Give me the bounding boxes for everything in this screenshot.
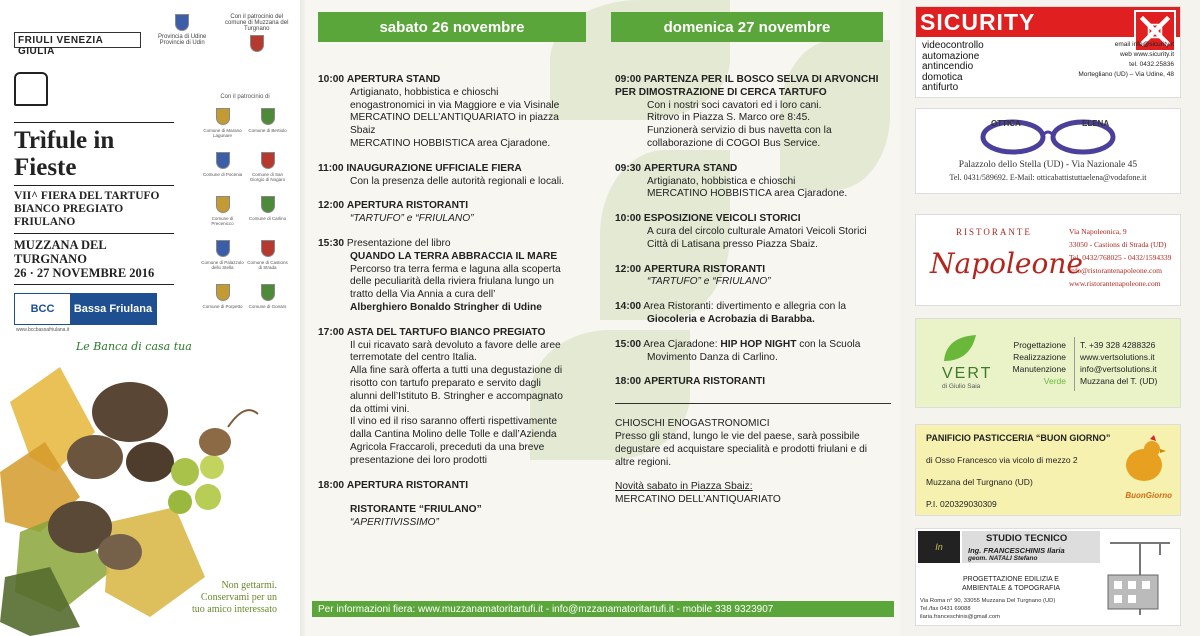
event-line: MERCATINO HOBBISTICA area Cjaradone. <box>647 188 848 200</box>
comune-shield-icon <box>250 35 264 52</box>
sicurity-contact: web www.sicurity.it <box>1119 51 1174 58</box>
patron-name: Comune di Castions di Strada <box>247 260 288 270</box>
vert-service: Verde <box>1043 376 1066 386</box>
patron-item <box>200 196 245 226</box>
ottica-name2: ELENA <box>1082 119 1110 128</box>
patron-shield-icon <box>261 108 275 125</box>
event-bold: Alberghiero Bonaldo Stringher di Udine <box>350 301 542 313</box>
ad-studio <box>915 528 1181 626</box>
event-item <box>318 480 600 530</box>
comune-logo <box>223 14 290 64</box>
kiosk-line: Presso gli stand, lungo le vie del paese, sarà possibile <box>615 430 860 442</box>
event-body <box>615 352 891 365</box>
event-header <box>318 200 600 213</box>
event-line: Sbaiz <box>350 125 376 137</box>
event-body <box>318 176 600 189</box>
patron-name: Comune di Carlino <box>248 216 287 221</box>
napoleone-line: Via Napoleonica, 9 <box>1069 227 1127 236</box>
event-header <box>318 238 600 251</box>
studio-name2: geom. NATALI Stefano <box>968 555 1038 562</box>
sicurity-contacts <box>1078 40 1174 80</box>
provincia-label: Provincia di Udine Provincie di Udin <box>158 34 207 46</box>
event-line: Artigianato, hobbistica e chioschi <box>647 175 796 187</box>
event-body <box>318 87 600 151</box>
patron-shield-icon <box>261 152 275 169</box>
event-time: 09:30 <box>615 162 642 174</box>
sicurity-service: automazione <box>922 50 980 62</box>
patron-shield-icon <box>216 284 230 301</box>
patron-grid <box>200 108 290 309</box>
bcc-logo <box>14 293 157 325</box>
sicurity-name: SICURITY <box>916 7 1180 37</box>
event-header <box>318 327 600 340</box>
patron-item <box>245 196 290 226</box>
dates: 26 · 27 NOVEMBRE 2016 <box>14 266 155 280</box>
event-time: 14:00 <box>615 301 642 313</box>
vert-sub: di Giulio Saia <box>942 383 981 390</box>
event-header <box>615 163 891 176</box>
event-item <box>615 74 891 151</box>
studio-addr3: ilaria.franceschinis@gmail.com <box>920 614 1000 620</box>
patron-shield-icon <box>261 284 275 301</box>
event-line: Artigianato, hobbistica e chioschi <box>350 86 499 98</box>
event-header <box>318 74 600 87</box>
patron-name: Comune di San Giorgio di Nogaro <box>249 172 286 182</box>
event-line: Agricola Fraccaroli, preceduti da una breve <box>350 441 545 453</box>
event-title: APERTURA RISTORANTI <box>643 376 766 388</box>
vert-services <box>1006 339 1066 387</box>
event-item <box>615 301 891 327</box>
event-time: 11:00 <box>318 162 344 174</box>
event-item <box>318 238 600 315</box>
patron-shield-icon <box>261 240 275 257</box>
comune-note: Con il patrocinio del comune di Muzzana del Turgnano <box>225 14 289 32</box>
subtitle: VII^ FIERA DEL TARTUFO BIANCO PREGIATO FRIULANO <box>14 190 160 228</box>
sicurity-service: domotica <box>922 71 963 83</box>
fiera-logo-icon <box>14 72 48 106</box>
event-title: Presentazione del libro <box>346 237 451 249</box>
bcc-mark: BCC <box>15 294 70 324</box>
patron-name: Comune di Marano Lagunare <box>203 128 242 138</box>
event-body <box>615 276 891 289</box>
patron-shield-icon <box>216 152 230 169</box>
patron-item <box>245 108 290 138</box>
patronage-label: Con il patrocinio di <box>220 94 270 100</box>
studio-sub1: PROGETTAZIONE EDILIZIA E <box>963 576 1059 583</box>
event-line: Il cui ricavato sarà devoluto a favore delle aree <box>350 339 561 351</box>
event-title: APERTURA RISTORANTI <box>346 200 469 212</box>
event-time: 12:00 <box>318 200 345 212</box>
kiosk-title: CHIOSCHI ENOGASTRONOMICI <box>615 418 770 430</box>
event-line: Con i nostri soci cavatori ed i loro cani. <box>647 99 822 111</box>
event-header <box>615 74 891 100</box>
event-item <box>318 74 600 151</box>
panificio-line1: di Osso Francesco via vicolo di mezzo 2 <box>926 455 1078 465</box>
event-line: MERCATINO HOBBISTICA area Cjaradone. <box>350 137 551 149</box>
event-header <box>615 213 891 226</box>
panificio-title: PANIFICIO PASTICCERIA “BUON GIORNO” <box>926 433 1111 443</box>
patron-item <box>245 284 290 309</box>
panificio-logo: BuonGiorno <box>1125 491 1172 500</box>
ad-napoleone <box>915 214 1181 306</box>
patron-name: Comune di Bertiolo <box>248 128 287 133</box>
event-line: dalla Cantina Molino delle Tolle e dall’Azienda <box>350 429 557 441</box>
ottica-address: Palazzolo dello Stella (UD) - Via Nazionale 45 <box>958 160 1138 170</box>
event-italic: “TARTUFO” e “FRIULANO” <box>350 213 474 225</box>
event-item <box>615 264 891 290</box>
studio-addr1: Via Roma n° 90, 33055 Muzzana Del Turgnano (UD) <box>920 598 1056 604</box>
saturday-header: sabato 26 novembre <box>318 12 586 42</box>
event-title: PARTENZA PER IL BOSCO SELVA DI ARVONCHI PER DIMOSTRAZIONE DI CERCA TARTUFO <box>615 74 879 98</box>
kiosk-line: altre regioni. <box>615 456 672 468</box>
napoleone-line: Tel. 0432/768025 - 0432/1594339 <box>1069 253 1172 262</box>
event-line: risotto con tartufo preparato e servito dagli <box>350 377 541 389</box>
napoleone-line: www.ristorantenapoleone.com <box>1069 279 1161 288</box>
event-italic: “TARTUFO” e “FRIULANO” <box>647 276 771 288</box>
event-title: INAUGURAZIONE UFFICIALE FIERA <box>346 162 522 174</box>
vert-service: Progettazione <box>1013 340 1066 350</box>
vert-contact: www.vertsolutions.it <box>1080 352 1155 362</box>
sicurity-service: antincendio <box>922 61 974 72</box>
event-title: ESPOSIZIONE VEICOLI STORICI <box>643 213 801 225</box>
event-item <box>615 163 891 201</box>
event-text: con la Scuola <box>796 338 861 350</box>
event-body <box>318 492 600 530</box>
event-item <box>615 213 891 251</box>
event-header <box>615 376 891 389</box>
panificio-line2: Muzzana del Turgnano (UD) <box>926 477 1033 487</box>
ottica-contact: Tel. 0431/589692. E-Mail: otticabattistuttaelena@vodafone.it <box>949 173 1147 182</box>
patron-name: Comune di Precenicco <box>211 216 234 226</box>
vert-contact: info@vertsolutions.it <box>1080 364 1157 374</box>
sicurity-service: antifurto <box>922 82 959 93</box>
patron-item <box>200 152 245 182</box>
ad-panificio <box>915 424 1181 516</box>
patron-item <box>200 108 245 138</box>
patron-item <box>245 152 290 182</box>
cover-panel <box>0 0 300 636</box>
event-item <box>318 327 600 468</box>
vert-contact: Muzzana del T. (UD) <box>1080 376 1158 386</box>
event-line: collaborazione di COGOI Bus Service. <box>647 137 821 149</box>
event-title: APERTURA RISTORANTI <box>643 263 766 275</box>
event-time: 10:00 <box>615 213 642 225</box>
event-time: 15:00 <box>615 338 642 350</box>
panificio-line3: P.I. 020329030309 <box>926 499 997 509</box>
event-line: Movimento Danza di Carlino. <box>647 351 778 363</box>
event-line: delle peculiarità della riviera friulana lungo un <box>350 276 554 288</box>
place: MUZZANA DEL TURGNANO <box>14 238 107 266</box>
event-line: tratto della Via Annia a cura dell’ <box>350 289 496 301</box>
keep-note: Non gettarmi. Conservami per un tuo amico interessato <box>192 580 277 615</box>
novita-text: MERCATINO DELL’ANTIQUARIATO <box>615 494 781 506</box>
event-time: 18:00 <box>615 376 642 388</box>
event-line: enogastronomici in via Maggiore e via Visinale <box>350 99 560 111</box>
napoleone-line: info@ristorantenapoleone.com <box>1069 266 1162 275</box>
saturday-program <box>318 74 600 542</box>
event-line: da ottimi vini. <box>350 403 410 415</box>
patron-name: Comune di Gonars <box>248 304 287 309</box>
event-time: 10:00 <box>318 74 345 85</box>
event-header <box>615 339 891 352</box>
info-bar: Per informazioni fiera: www.muzzanamatoritartufi.it - info@mzzanamatoritartufi.it - mobile 338 9323907 <box>312 601 894 617</box>
fvg-logo: FRIULI VENEZIA GIULIA <box>14 32 141 48</box>
event-item <box>318 163 600 189</box>
event-body <box>318 251 600 315</box>
sicurity-service: videocontrollo <box>922 40 984 51</box>
event-text: Area Cjaradone: <box>643 338 721 350</box>
event-time: 17:00 <box>318 326 345 338</box>
bcc-slogan: Le Banca di casa tua <box>76 340 192 353</box>
novita-label: Novità sabato in Piazza Sbaiz: <box>615 481 753 493</box>
event-header <box>615 264 891 277</box>
event-line: Con la presenza delle autorità regionali e locali. <box>350 175 565 187</box>
event-item <box>615 339 891 365</box>
event-body <box>318 340 600 468</box>
event-header <box>615 301 891 314</box>
event-line: A cura del circolo culturale Amatori Veicoli Storici <box>647 225 867 237</box>
event-time: 15:30 <box>318 237 345 249</box>
patron-shield-icon <box>216 108 230 125</box>
event-italic: “APERITIVISSIMO” <box>350 517 439 529</box>
event-line: Alla fine sarà offerta a tutti una degustazione di <box>350 365 563 377</box>
vert-contacts <box>1080 339 1157 387</box>
provincia-shield-icon <box>175 14 189 31</box>
studio-name1: Ing. FRANCESCHINIS Ilaria <box>968 546 1065 555</box>
event-body <box>615 176 891 202</box>
patron-shield-icon <box>216 240 230 257</box>
patron-name: Comune di Pocenia <box>202 172 243 177</box>
event-title: APERTURA STAND <box>643 162 738 174</box>
leaf-icon <box>940 331 980 365</box>
sicurity-contact: email info@sicurity.it <box>1114 41 1174 48</box>
event-time: 09:00 <box>615 74 642 85</box>
event-bold-inline: HIP HOP NIGHT <box>720 338 797 350</box>
patron-item <box>200 284 245 309</box>
page-title: Trìfule in Fieste <box>14 127 115 181</box>
vert-contact: T. +39 328 4288326 <box>1080 340 1156 350</box>
event-body <box>615 226 891 252</box>
provincia-logo <box>149 14 216 64</box>
event-item <box>615 376 891 389</box>
patronage <box>200 94 290 309</box>
studio-sub2: AMBIENTALE & TOPOGRAFIA <box>961 585 1061 592</box>
event-time: 12:00 <box>615 263 642 275</box>
studio-title: STUDIO TECNICO <box>986 533 1068 544</box>
napoleone-contacts <box>1069 227 1171 292</box>
event-text: Area Ristoranti: divertimento e allegria con la <box>643 301 847 313</box>
event-line: Ritrovo in Piazza S. Marco ore 8:45. <box>647 112 811 124</box>
event-header <box>318 163 600 176</box>
event-title: ASTA DEL TARTUFO BIANCO PREGIATO <box>346 326 546 338</box>
event-bold: QUANDO LA TERRA ABBRACCIA IL MARE <box>350 250 558 262</box>
event-line: presentazione dei loro prodotti <box>350 454 488 466</box>
studio-addr2: Tel./fax 0431 69088 <box>920 606 971 612</box>
sunday-program <box>615 74 891 507</box>
studio-logo-icon: In <box>918 531 960 563</box>
event-header <box>318 480 600 493</box>
event-body <box>615 100 891 151</box>
event-bold: Giocoleria e Acrobazia di Barabba. <box>647 313 815 325</box>
event-body <box>318 213 600 226</box>
event-line: Funzionerà servizio di bus navetta con la <box>647 125 832 137</box>
ad-ottica <box>915 108 1181 194</box>
patron-shield-icon <box>261 196 275 213</box>
patron-name: Comune di Palazzolo dello Stella <box>201 260 244 270</box>
sponsor-logos <box>14 14 290 64</box>
event-line: Percorso tra terra ferma e laguna alla scoperta <box>350 263 561 275</box>
sunday-header: domenica 27 novembre <box>611 12 883 42</box>
event-body <box>615 314 891 327</box>
patron-name: Comune di Porpetto <box>202 304 243 309</box>
patron-item <box>245 240 290 270</box>
event-line: MERCATINO DELL’ANTIQUARIATO in piazza <box>350 112 559 124</box>
event-time: 18:00 <box>318 479 345 491</box>
bcc-url: www.bccbassafriulana.it <box>16 327 70 333</box>
event-title: APERTURA RISTORANTI <box>346 479 469 491</box>
event-line: alunni dell’Istituto B. Stringher e accompagnato <box>350 390 563 402</box>
sicurity-contact: Mortegliano (UD) – Via Udine, 48 <box>1078 71 1174 78</box>
patron-item <box>200 240 245 270</box>
vert-name: VERT <box>942 365 993 382</box>
napoleone-label: RISTORANTE <box>956 227 1032 237</box>
bcc-name: Bassa Friulana <box>70 294 156 324</box>
event-item <box>318 200 600 226</box>
event-bold: RISTORANTE “FRIULANO” <box>350 504 482 516</box>
event-line: terremotate del centro Italia. <box>350 352 477 364</box>
event-title: APERTURA STAND <box>346 74 441 85</box>
event-line: Città di Latisana presso Piazza Sbaiz. <box>647 238 819 250</box>
patron-shield-icon <box>216 196 230 213</box>
napoleone-line: 33050 - Castions di Strada (UD) <box>1069 240 1167 249</box>
building-crane-icon <box>1100 535 1176 619</box>
sicurity-contact: tel. 0432.25836 <box>1129 61 1174 68</box>
ad-vert <box>915 318 1181 408</box>
kiosk-line: degustare ed acquistare specialità e prodotti friulani e di <box>615 443 868 455</box>
title-block <box>14 118 174 289</box>
separator <box>615 403 891 404</box>
ottica-name: OTTICA <box>991 119 1021 128</box>
ad-sicurity <box>915 6 1181 98</box>
event-line: Il vino ed il riso saranno offerti rispettivamente <box>350 416 558 428</box>
vert-service: Manutenzione <box>1012 364 1066 374</box>
vert-service: Realizzazione <box>1013 352 1066 362</box>
spacer <box>350 492 600 504</box>
napoleone-name: Napoleone <box>930 247 1083 280</box>
rooster-icon <box>1116 435 1172 487</box>
